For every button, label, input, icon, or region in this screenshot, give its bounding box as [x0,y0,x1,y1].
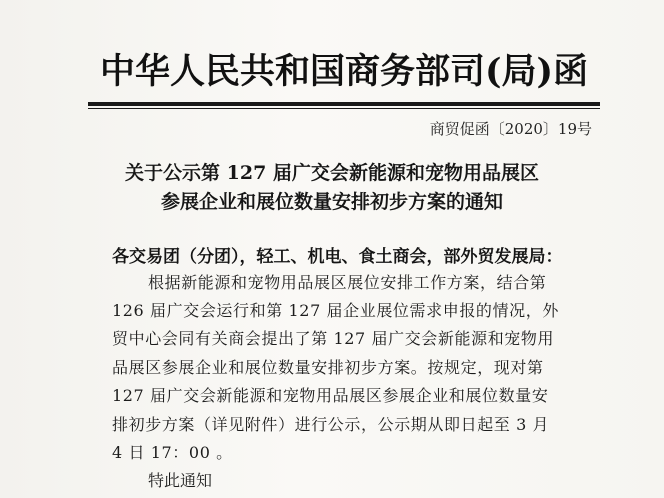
document-number: 商贸促函〔2020〕19号 [429,120,592,138]
salutation: 各交易团（分团），轻工、机电、食土商会，部外贸发展局： [112,247,563,267]
body-line: 排初步方案（详见附件）进行公示，公示期从即日起至 3 月 [112,415,550,434]
body-line: 126 届广交会运行和第 127 届企业展位需求申报的情况，外 [112,301,559,320]
masthead-title: 中华人民共和国商务部司(局)函 [100,51,589,92]
body-line: 品展区参展企业和展位数量安排初步方案。按规定，现对第 [112,358,544,377]
notice-title-line-1: 关于公示第 127 届广交会新能源和宠物用品展区 [125,162,539,184]
body-line: 4 日 17：00 。 [112,443,233,462]
closing-text: 特此通知 [148,471,213,490]
body-line: 127 届广交会新能源和宠物用品展区参展企业和展位数量安 [112,386,549,405]
notice-title-line-2: 参展企业和展位数量安排初步方案的通知 [160,191,503,213]
masthead-rule-thin [88,108,600,109]
body-line: 根据新能源和宠物用品展区展位安排工作方案，结合第 [148,273,547,292]
masthead-rule-thick [88,102,600,106]
body-line: 贸中心会同有关商会提出了第 127 届广交会新能源和宠物用 [112,329,555,348]
